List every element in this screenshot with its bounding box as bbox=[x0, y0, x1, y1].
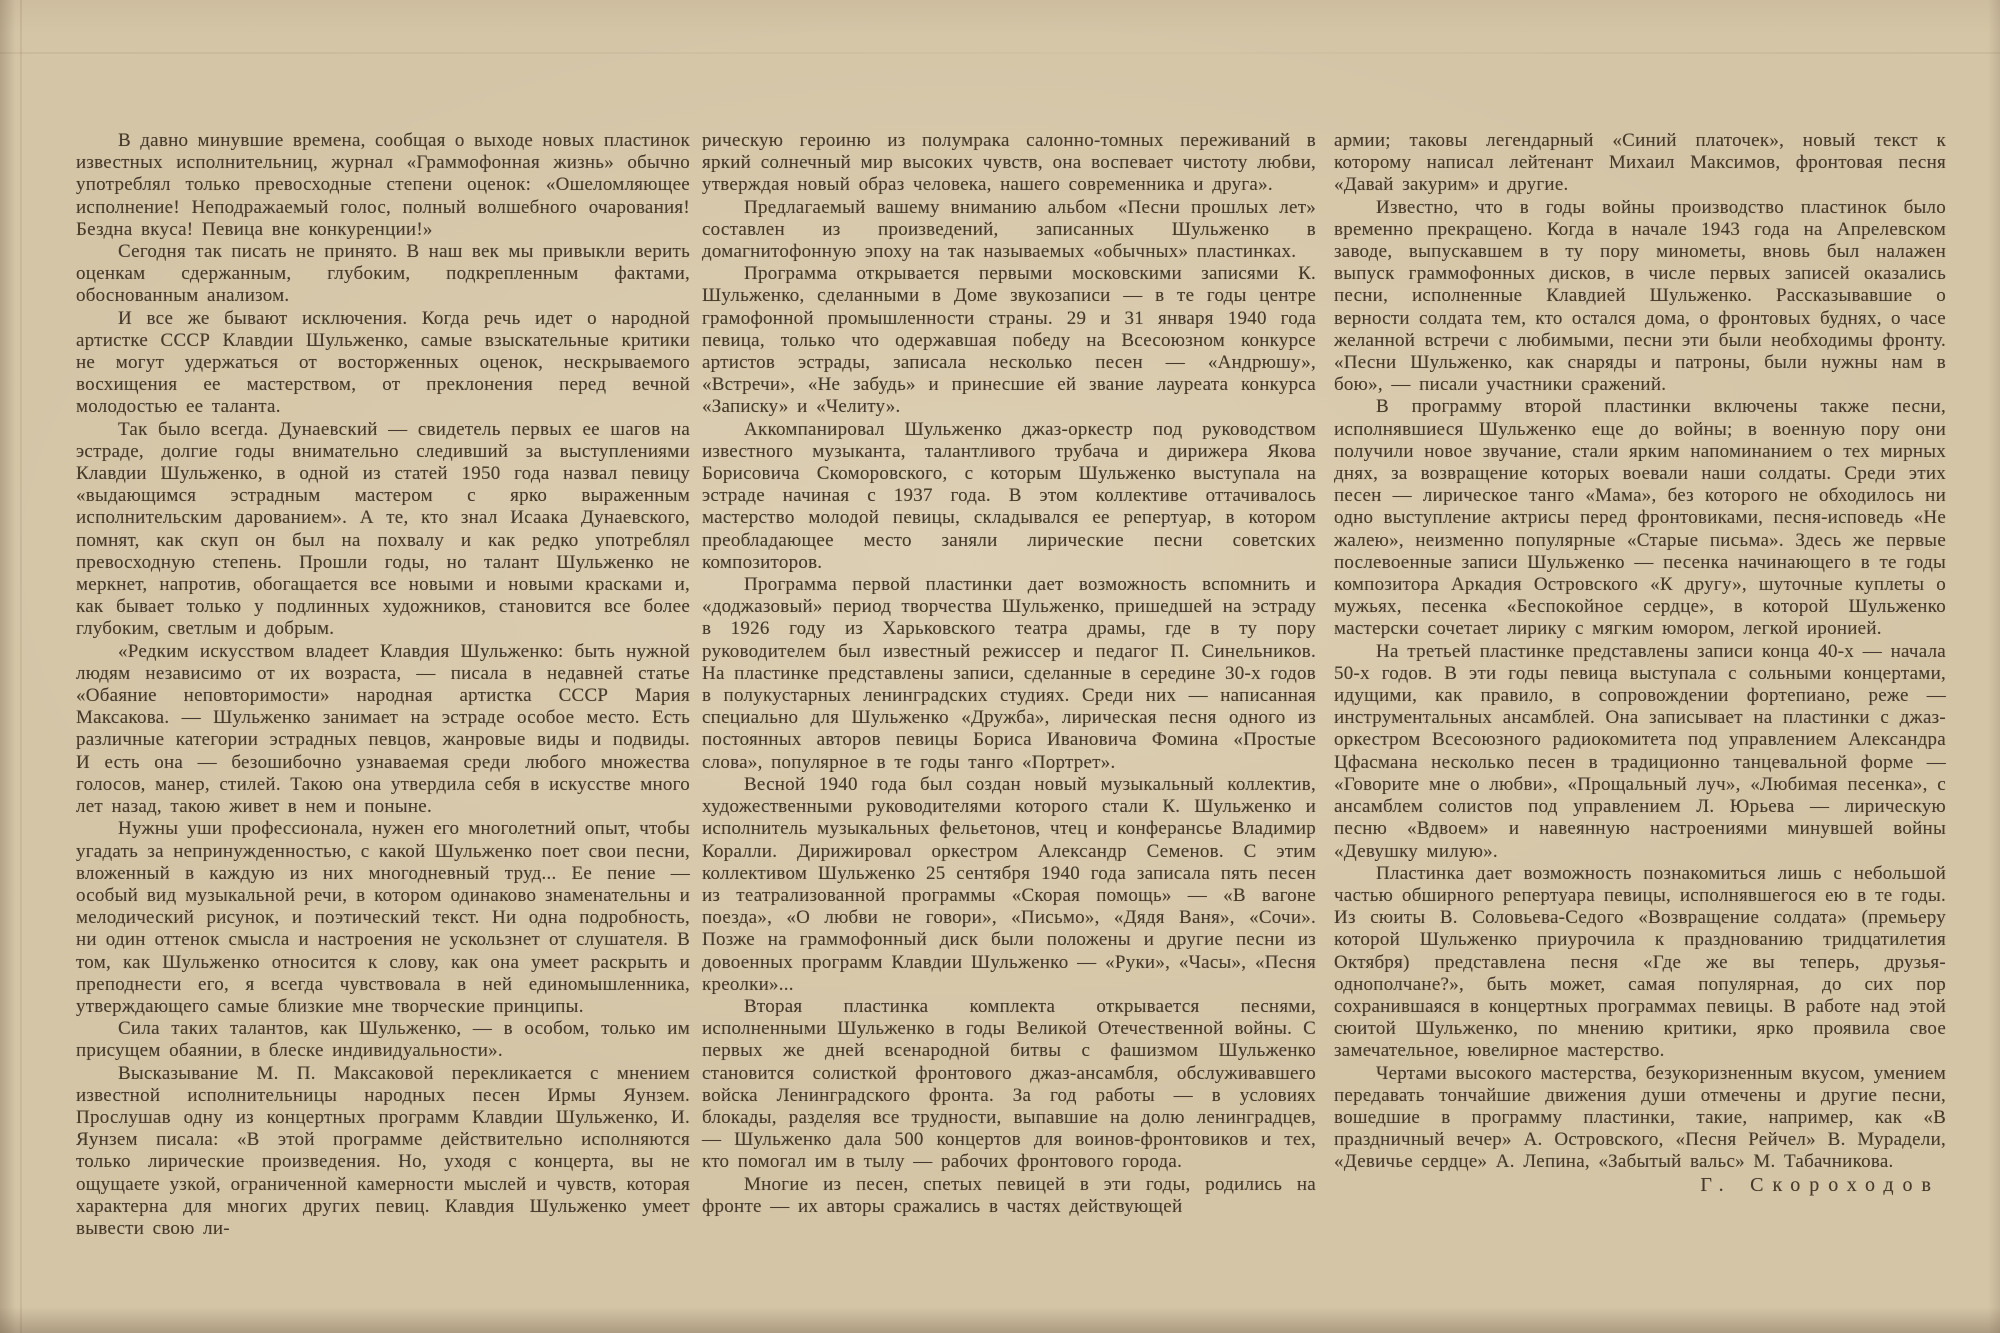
paragraph: Аккомпанировал Шульженко джаз-оркестр под руководством известного музыканта, талантливого трубача и дирижера Якова Борисовича Скоморовского, с которым Шульженко выступала на эстраде начиная с 1937 года. В этом коллективе оттачивалось мастерство молодой певицы, складывался ее репертуар, в котором преобладающее место заняли лирические песни советских композиторов. bbox=[702, 418, 1316, 573]
paragraph: Весной 1940 года был создан новый музыкальный коллектив, художественными руководителями которого стали К. Шульженко и исполнитель музыкальных фельетонов, чтец и конферансье Владимир Коралли. Дирижировал оркестром Александр Семенов. С этим коллективом Шульженко 25 сентября 1940 года записала пять песен из театрализованной программы «Скорая помощь» — «В вагоне поезда», «О любви не говори», «Письмо», «Дядя Ваня», «Сочи». Позже на граммофонный диск были положены и другие песни из довоенных программ Клавдии Шульженко — «Руки», «Часы», «Песня креолки»... bbox=[702, 773, 1316, 995]
paragraph: Чертами высокого мастерства, безукоризненным вкусом, умением передавать тончайшие движения души отмечены и другие песни, вошедшие в программу пластинки, такие, например, как «В праздничный вечер» А. Островского, «Песня Рейчел» В. Мурадели, «Девичье сердце» А. Лепина, «Забытый вальс» М. Табачникова. bbox=[1334, 1062, 1946, 1173]
paragraph: Сила таких талантов, как Шульженко, — в особом, только им присущем обаянии, в блеске индивидуальности». bbox=[76, 1018, 690, 1062]
paragraph: На третьей пластинке представлены записи конца 40-х — начала 50-х годов. В эти годы певица выступала с сольными концертами, идущими, как правило, в сопровождении фортепиано, реже — инструментальных ансамблей. Она записывает на пластинки с джаз-оркестром Всесоюзного радиокомитета под управлением Александра Цфасмана несколько песен в традиционно танцевальной форме — «Говорите мне о любви», «Прощальный луч», «Любимая песенка», с ансамблем солистов под управлением Л. Юрьева — лирическую песню «Вдвоем» и навеянную настроениями минувшей войны «Девушку милую». bbox=[1334, 640, 1946, 862]
paragraph: Предлагаемый вашему вниманию альбом «Песни прошлых лет» составлен из произведений, записанных Шульженко в домагнитофонную эпоху на так называемых «обычных» пластинках. bbox=[702, 196, 1316, 263]
paragraph: «Редким искусством владеет Клавдия Шульженко: быть нужной людям независимо от их возраста, — писала в недавней статье «Обаяние неповторимости» народная артистка СССР Мария Максакова. — Шульженко занимает на эстраде особое место. Есть различные категории эстрадных певцов, жанровые виды и подвиды. И есть она — безошибочно узнаваемая среди любого множества голосов, манер, стилей. Такою она утвердила себя в искусстве много лет назад, такою живет в нем и поныне. bbox=[76, 640, 690, 818]
paragraph: Высказывание М. П. Максаковой перекликается с мнением известной исполнительницы народных песен Ирмы Яунзем. Прослушав одну из концертных программ Клавдии Шульженко, И. Яунзем писала: «В этой программе действительно исполняются только лирические произведения. Но, уходя с концерта, вы не ощущаете узкой, ограниченной камерности мыслей и чувств, которая характерна для многих других певиц. Клавдия Шульженко умеет вывести свою ли- bbox=[76, 1062, 690, 1239]
paragraph: Пластинка дает возможность познакомиться лишь с небольшой частью обширного репертуара певицы, исполнявшегося ею в те годы. Из сюиты В. Соловьева-Седого «Возвращение солдата» (премьеру которой Шульженко приурочила к празднованию тридцатилетия Октября) представлена песня «Где же вы теперь, друзья-однополчане?», быть может, самая популярная, до сих пор сохранившаяся в концертных программах певицы. В работе над этой сюитой Шульженко, по мнению критики, ярко проявила свое замечательное, ювелирное мастерство. bbox=[1334, 862, 1946, 1062]
paragraph: Программа открывается первыми московскими записями К. Шульженко, сделанными в Доме звукозаписи — в те годы центре грамофонной промышленности страны. 29 и 31 января 1940 года певица, только что одержавшая победу на Всесоюзном конкурсе артистов эстрады, записала несколько песен — «Андрюшу», «Встречи», «Не забудь» и принесшие ей звание лауреата конкурса «Записку» и «Челиту». bbox=[702, 263, 1316, 418]
text-column-3 bbox=[1334, 130, 1946, 1196]
author-signature: Г. Скороходов bbox=[1700, 1173, 1940, 1196]
paragraph: Известно, что в годы войны производство пластинок было временно прекращено. Когда в начале 1943 года на Апрелевском заводе, выпускавшем в ту пору минометы, вновь был налажен выпуск граммофонных дисков, в числе первых записей оказались песни, исполненные Клавдией Шульженко. Рассказывавшие о верности солдата тем, кто остался дома, о фронтовых буднях, о часе желанной встречи с любимыми, песни эти были необходимы фронту. «Песни Шульженко, как снаряды и патроны, были нужны нам в бою», — писали участники сражений. bbox=[1334, 196, 1946, 396]
paragraph: В программу второй пластинки включены также песни, исполнявшиеся Шульженко еще до войны; в военную пору они получили новое звучание, стали ярким напоминанием о тех мирных днях, за возвращение которых воевали наши солдаты. Среди этих песен — лирическое танго «Мама», без которого не обходилось ни одно выступление актрисы перед фронтовиками, песня-исповедь «Не жалею», неизменно популярные «Старые письма». Здесь же первые послевоенные записи Шульженко — песенка начинающего в те годы композитора Аркадия Островского «К другу», шуточные куплеты о мужьях, песенка «Беспокойное сердце», в которой Шульженко мастерски сочетает лирику с мягким юмором, легкой иронией. bbox=[1334, 396, 1946, 640]
paragraph: И все же бывают исключения. Когда речь идет о народной артистке СССР Клавдии Шульженко, самые взыскательные критики не могут удержаться от восторженных оценок, нескрываемого восхищения ее мастерством, от преклонения перед вечной молодостью ее таланта. bbox=[76, 307, 690, 418]
paragraph: Многие из песен, спетых певицей в эти годы, родились на фронте — их авторы сражались в частях действующей bbox=[702, 1173, 1316, 1217]
text-column-1 bbox=[76, 130, 690, 1240]
text-column-3-paragraphs bbox=[1334, 130, 1946, 1174]
paragraph: Вторая пластинка комплекта открывается песнями, исполненными Шульженко в годы Великой Отечественной войны. С первых же дней всенародной битвы с фашизмом Шульженко становится солисткой фронтового джаз-ансамбля, обслуживавшего войска Ленинградского фронта. За год работы — в условиях блокады, разделяя все трудности, выпавшие на долю ленинградцев, — Шульженко дала 500 концертов для воинов-фронтовиков и тех, кто помогал им в тылу — рабочих фронтового города. bbox=[702, 995, 1316, 1173]
paragraph: В давно минувшие времена, сообщая о выходе новых пластинок известных исполнительниц, журнал «Граммофонная жизнь» обычно употреблял только превосходные степени оценок: «Ошеломляющее исполнение! Неподражаемый голос, полный волшебного очарования! Бездна вкуса! Певица вне конкуренции!» bbox=[76, 130, 690, 240]
paragraph: Программа первой пластинки дает возможность вспомнить и «доджазовый» период творчества Шульженко, пришедшей на эстраду в 1926 году из Харьковского театра драмы, где в ту пору руководителем был известный режиссер и педагог П. Синельников. На пластинке представлены записи, сделанные в середине 30-х годов в полукустарных ленинградских студиях. Среди них — написанная специально для Шульженко «Дружба», лирическая песня одного из постоянных авторов певицы Бориса Ивановича Фомина «Простые слова», популярное в те годы танго «Портрет». bbox=[702, 574, 1316, 773]
paragraph: Сегодня так писать не принято. В наш век мы привыкли верить оценкам сдержанным, глубоким, подкрепленным фактами, обоснованным анализом. bbox=[76, 241, 690, 307]
text-column-2 bbox=[702, 130, 1316, 1218]
paragraph: Нужны уши профессионала, нужен его многолетний опыт, чтобы угадать за непринужденностью, с какой Шульженко поет свои песни, вложенный в каждую из них многодневный труд... Ее пение — особый вид музыкальной речи, в котором одинаково знаменательны и мелодический рисунок, и поэтический текст. Ни одна подробность, ни один оттенок смысла и настроения не ускользнет от слушателя. В том, как Шульженко относится к слову, как она умеет раскрыть и преподнести его, я всегда чувствовала в ней единомышленника, утверждающего самые близкие мне творческие принципы. bbox=[76, 818, 690, 1017]
paragraph: рическую героиню из полумрака салонно-томных переживаний в яркий солнечный мир высоких чувств, она воспевает чистоту любви, утверждая новый образ человека, нашего современника и друга». bbox=[702, 130, 1316, 196]
paragraph: армии; таковы легендарный «Синий платочек», новый текст к которому написал лейтенант Михаил Максимов, фронтовая песня «Давай закурим» и другие. bbox=[1334, 130, 1946, 196]
paragraph: Так было всегда. Дунаевский — свидетель первых ее шагов на эстраде, долгие годы внимательно следивший за выступлениями Клавдии Шульженко, в одной из статей 1950 года назвал певицу «выдающимся эстрадным мастером с ярко выраженным исполнительским дарованием». А те, кто знал Исаака Дунаевского, помнят, как скуп он был на похвалу и как редко употреблял превосходную степень. Прошли годы, но талант Шульженко не меркнет, напротив, обогащается все новыми и новыми красками и, как бывает только у подлинных художников, становится все более глубоким, светлым и добрым. bbox=[76, 418, 690, 640]
